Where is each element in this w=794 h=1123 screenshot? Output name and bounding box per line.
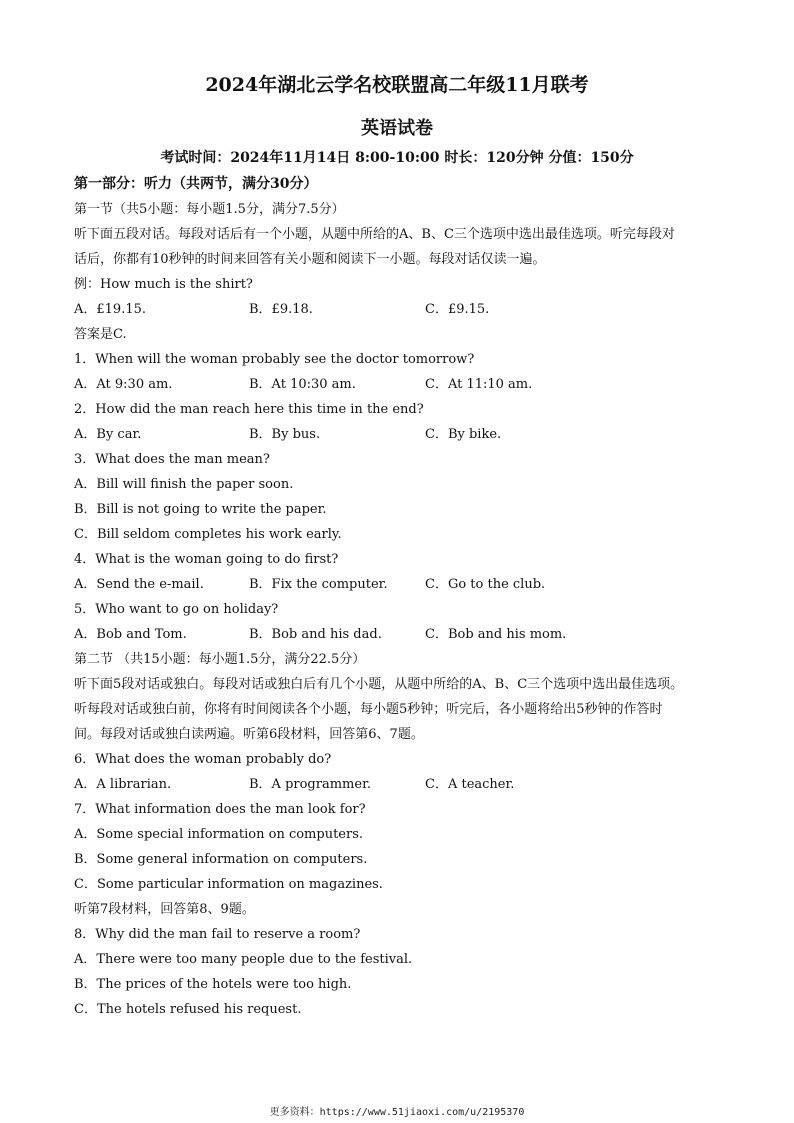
text-line: 7．What information does the man look for? bbox=[74, 802, 366, 817]
text-line: 8．Why did the man fail to reserve a room? bbox=[74, 927, 361, 942]
text-line: 1．When will the woman probably see the doctor tomorrow? bbox=[74, 352, 475, 367]
option-c: C．By bike. bbox=[425, 427, 502, 442]
option-b: B．A programmer. bbox=[249, 777, 371, 792]
text-line: 话后，你都有10秒钟的时间来回答有关小题和阅读下一小题。每段对话仅读一遍。 bbox=[74, 252, 546, 267]
option-a: A．Send the e-mail. bbox=[74, 577, 204, 592]
text-line: 3．What does the man mean? bbox=[74, 452, 270, 467]
option-a: A．£19.15. bbox=[74, 302, 147, 317]
exam-info: 考试时间：2024年11月14日 8:00-10:00 时长：120分钟 分值：150分 bbox=[160, 150, 634, 166]
text-line: 5．Who want to go on holiday? bbox=[74, 602, 279, 617]
text-line: 听第7段材料，回答第8、9题。 bbox=[74, 902, 255, 917]
text-line: A．Some special information on computers. bbox=[74, 827, 364, 842]
option-b: B．By bus. bbox=[249, 427, 321, 442]
text-line: 2．How did the man reach here this time in the end? bbox=[74, 402, 424, 417]
option-a: A．At 9:30 am. bbox=[74, 377, 173, 392]
text-line: 第一节（共5小题：每小题1.5分，满分7.5分） bbox=[74, 202, 345, 217]
text-line: 例：How much is the shirt? bbox=[74, 277, 253, 292]
text-line: B．Bill is not going to write the paper. bbox=[74, 502, 327, 517]
footer-link[interactable]: 更多资料：https://www.51jiaoxi.com/u/2195370 bbox=[269, 1107, 525, 1118]
exam-body bbox=[74, 172, 724, 1022]
option-row bbox=[74, 422, 724, 447]
text-line: A．There were too many people due to the festival. bbox=[74, 952, 413, 967]
text-line: 答案是C. bbox=[74, 327, 127, 342]
text-line: 4．What is the woman going to do first? bbox=[74, 552, 339, 567]
option-b: B．Fix the computer. bbox=[249, 577, 388, 592]
text-line: B．Some general information on computers. bbox=[74, 852, 368, 867]
option-a: A．Bob and Tom. bbox=[74, 627, 187, 642]
option-c: C．A teacher. bbox=[425, 777, 515, 792]
option-row bbox=[74, 372, 724, 397]
text-line: 听下面五段对话。每段对话后有一个小题，从题中所给的A、B、C三个选项中选出最佳选项。听完每段对 bbox=[74, 227, 675, 242]
text-line: 听每段对话或独白前，你将有时间阅读各个小题，每小题5秒钟；听完后，各小题将给出5秒钟的作答时 bbox=[74, 702, 663, 717]
section-heading: 第一部分：听力（共两节，满分30分） bbox=[74, 176, 318, 192]
option-b: B．At 10:30 am. bbox=[249, 377, 356, 392]
option-b: B．£9.18. bbox=[249, 302, 313, 317]
text-line: C．The hotels refused his request. bbox=[74, 1002, 302, 1017]
option-row bbox=[74, 622, 724, 647]
option-c: C．At 11:10 am. bbox=[425, 377, 533, 392]
option-c: C．£9.15. bbox=[425, 302, 490, 317]
text-line: 6．What does the woman probably do? bbox=[74, 752, 332, 767]
text-line: A．Bill will finish the paper soon. bbox=[74, 477, 294, 492]
option-row bbox=[74, 772, 724, 797]
option-a: A．A librarian. bbox=[74, 777, 172, 792]
option-row bbox=[74, 572, 724, 597]
exam-title: 2024年湖北云学名校联盟高二年级11月联考 bbox=[205, 74, 589, 96]
text-line: C．Some particular information on magazines. bbox=[74, 877, 383, 892]
option-b: B．Bob and his dad. bbox=[249, 627, 382, 642]
text-line: 间。每段对话或独白读两遍。听第6段材料，回答第6、7题。 bbox=[74, 727, 424, 742]
option-c: C．Go to the club. bbox=[425, 577, 546, 592]
option-row bbox=[74, 297, 724, 322]
text-line: 听下面5段对话或独白。每段对话或独白后有几个小题，从题中所给的A、B、C三个选项中选出最佳选项。 bbox=[74, 677, 684, 692]
option-a: A．By car. bbox=[74, 427, 142, 442]
text-line: C．Bill seldom completes his work early. bbox=[74, 527, 342, 542]
option-c: C．Bob and his mom. bbox=[425, 627, 567, 642]
text-line: 第二节 （共15小题：每小题1.5分，满分22.5分） bbox=[74, 652, 366, 667]
text-line: B．The prices of the hotels were too high. bbox=[74, 977, 352, 992]
exam-subject: 英语试卷 bbox=[361, 118, 433, 139]
